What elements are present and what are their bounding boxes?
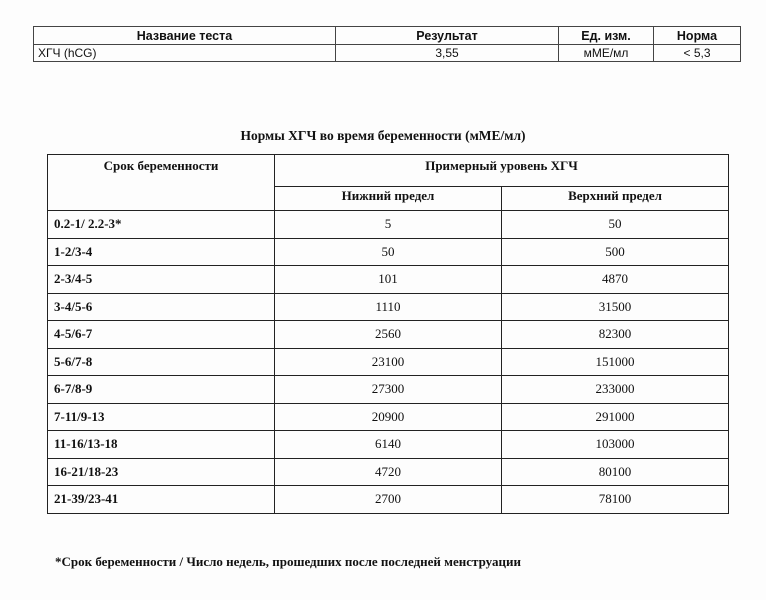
header-test-name: Название теста	[34, 27, 336, 45]
cell-upper: 80100	[502, 458, 729, 486]
cell-lower: 2560	[275, 321, 502, 349]
norms-row	[48, 348, 729, 376]
cell-upper: 500	[502, 238, 729, 266]
cell-upper: 4870	[502, 266, 729, 294]
result-header-row	[34, 27, 741, 45]
header-unit: Ед. изм.	[559, 27, 654, 45]
norms-row	[48, 486, 729, 514]
result-table	[33, 26, 741, 62]
cell-result: 3,55	[336, 45, 559, 62]
cell-lower: 2700	[275, 486, 502, 514]
cell-upper: 291000	[502, 403, 729, 431]
cell-lower: 1110	[275, 293, 502, 321]
cell-lower: 6140	[275, 431, 502, 459]
cell-lower: 23100	[275, 348, 502, 376]
cell-lower: 101	[275, 266, 502, 294]
cell-unit: мМЕ/мл	[559, 45, 654, 62]
norms-row	[48, 321, 729, 349]
norms-row	[48, 238, 729, 266]
cell-lower: 27300	[275, 376, 502, 404]
norms-row	[48, 431, 729, 459]
norms-row	[48, 376, 729, 404]
cell-term: 7-11/9-13	[48, 403, 275, 431]
cell-term: 3-4/5-6	[48, 293, 275, 321]
cell-upper: 82300	[502, 321, 729, 349]
cell-term: 21-39/23-41	[48, 486, 275, 514]
norms-row	[48, 403, 729, 431]
header-lower: Нижний предел	[275, 187, 502, 211]
cell-upper: 233000	[502, 376, 729, 404]
norms-row	[48, 293, 729, 321]
norms-row	[48, 266, 729, 294]
footnote: *Срок беременности / Число недель, прошедших после последней менструации	[55, 554, 521, 569]
cell-term: 6-7/8-9	[48, 376, 275, 404]
header-term: Срок беременности	[48, 155, 275, 211]
cell-lower: 4720	[275, 458, 502, 486]
header-norm: Норма	[654, 27, 741, 45]
result-row	[34, 45, 741, 62]
header-level: Примерный уровень ХГЧ	[275, 155, 729, 187]
norms-table	[47, 154, 729, 514]
cell-test-name: ХГЧ (hCG)	[34, 45, 336, 62]
cell-term: 4-5/6-7	[48, 321, 275, 349]
header-upper: Верхний предел	[502, 187, 729, 211]
cut-off-text-line	[70, 0, 250, 3]
header-result: Результат	[336, 27, 559, 45]
cell-upper: 78100	[502, 486, 729, 514]
cell-term: 1-2/3-4	[48, 238, 275, 266]
cell-upper: 103000	[502, 431, 729, 459]
cell-upper: 151000	[502, 348, 729, 376]
cell-term: 2-3/4-5	[48, 266, 275, 294]
cell-term: 0.2-1/ 2.2-3*	[48, 211, 275, 239]
cell-lower: 20900	[275, 403, 502, 431]
cell-upper: 50	[502, 211, 729, 239]
cell-upper: 31500	[502, 293, 729, 321]
cell-norm: < 5,3	[654, 45, 741, 62]
cell-term: 16-21/18-23	[48, 458, 275, 486]
cell-term: 11-16/13-18	[48, 431, 275, 459]
norms-header-row-1	[48, 155, 729, 187]
norms-caption: Нормы ХГЧ во время беременности (мМЕ/мл)	[240, 128, 526, 143]
norms-body	[48, 211, 729, 514]
cell-lower: 5	[275, 211, 502, 239]
cell-term: 5-6/7-8	[48, 348, 275, 376]
norms-row	[48, 211, 729, 239]
norms-row	[48, 458, 729, 486]
cell-lower: 50	[275, 238, 502, 266]
